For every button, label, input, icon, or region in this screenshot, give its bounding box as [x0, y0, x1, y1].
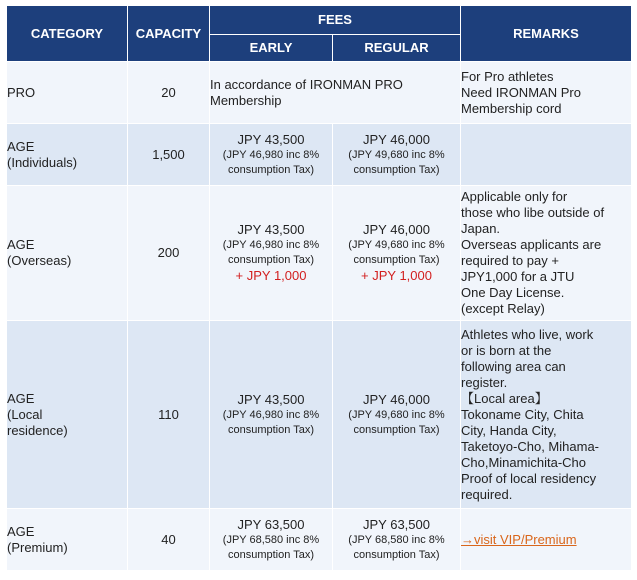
remarks-line: Japan.: [461, 221, 501, 236]
remarks-line: required.: [461, 486, 513, 502]
fee-amount: JPY 63,500: [363, 516, 430, 532]
fee-tax-note: consumption Tax): [353, 548, 440, 561]
fee-tax-note: consumption Tax): [227, 163, 314, 176]
fee-tax-note: (JPY 49,680 inc 8%: [348, 239, 445, 251]
header-early: EARLY: [210, 35, 333, 62]
fee-overseas-surcharge: + JPY 1,000: [361, 268, 432, 283]
remarks-line: following area can: [461, 358, 566, 374]
table-row-age-individuals: [7, 124, 632, 186]
fee-tax-note: (JPY 68,580 inc 8%: [222, 533, 320, 546]
fee-amount: JPY 43,500: [237, 391, 305, 407]
category-cell: [7, 186, 128, 321]
fee-regular-cell: [333, 124, 461, 186]
category-cell: [7, 62, 128, 124]
header-fees: FEES: [210, 6, 461, 35]
fee-regular-cell: [333, 509, 461, 571]
remarks-line: required to pay +: [461, 253, 559, 268]
table-row-age-local-residence: [7, 321, 632, 509]
remarks-line: City, Handa City,: [461, 422, 557, 438]
category-sublabel: (Overseas): [7, 253, 72, 268]
remarks-cell: [461, 321, 632, 509]
category-sublabel: residence): [7, 422, 68, 438]
remarks-line: those who libe outside of: [461, 205, 605, 220]
remarks-line: One Day License.: [461, 285, 565, 300]
table-row-pro: [7, 62, 632, 124]
remarks-line: Tokoname City, Chita: [461, 406, 584, 422]
header-category: CATEGORY: [7, 6, 128, 62]
fee-tax-note: (JPY 49,680 inc 8%: [348, 148, 445, 161]
fee-amount: JPY 43,500: [237, 131, 305, 147]
category-cell: [7, 321, 128, 509]
header-capacity: CAPACITY: [128, 6, 210, 62]
fee-tax-note: consumption Tax): [227, 254, 314, 266]
fee-regular-cell: [333, 186, 461, 321]
remarks-line: For Pro athletes: [461, 68, 554, 84]
remarks-line: Proof of local residency: [461, 470, 597, 486]
fee-tax-note: consumption Tax): [353, 163, 440, 176]
remarks-line: JPY1,000 for a JTU: [461, 269, 575, 284]
fee-merged-line: Membership: [210, 92, 282, 108]
category-sublabel: (Local: [7, 406, 43, 422]
fee-regular-cell: [333, 321, 461, 509]
fee-amount: JPY 46,000: [363, 391, 430, 407]
fee-early-cell: [210, 509, 333, 571]
remarks-cell: [461, 124, 632, 186]
category-sublabel: (Premium): [7, 539, 68, 555]
remarks-line: Applicable only for: [461, 189, 568, 204]
remarks-line: Athletes who live, work: [461, 326, 594, 342]
fee-tax-note: consumption Tax): [227, 423, 314, 436]
capacity-cell: 20: [128, 62, 210, 124]
remarks-line: register.: [461, 374, 508, 390]
category-label: AGE: [7, 237, 35, 252]
header-regular: REGULAR: [333, 35, 461, 62]
remarks-line: (except Relay): [461, 301, 545, 316]
fee-merged-cell: [210, 62, 461, 124]
remarks-line: 【Local area】: [461, 390, 548, 406]
remarks-line: Cho,Minamichita-Cho: [461, 454, 586, 470]
fee-tax-note: (JPY 46,980 inc 8%: [222, 408, 320, 421]
table-row-age-premium: [7, 509, 632, 571]
fee-tax-note: consumption Tax): [353, 254, 440, 266]
entry-fees-table: [6, 5, 632, 571]
table-row-age-overseas: [7, 186, 632, 321]
fee-amount: JPY 43,500: [237, 222, 305, 237]
fee-early-cell: [210, 124, 333, 186]
table-header: [7, 6, 632, 62]
header-remarks: REMARKS: [461, 6, 632, 62]
capacity-cell: 200: [128, 186, 210, 321]
remarks-cell: [461, 509, 632, 571]
category-label: AGE: [7, 390, 35, 406]
fee-tax-note: (JPY 46,980 inc 8%: [222, 239, 320, 251]
fee-tax-note: consumption Tax): [353, 423, 440, 436]
fee-tax-note: (JPY 49,680 inc 8%: [348, 408, 445, 421]
fee-early-cell: [210, 186, 333, 321]
fee-merged-line: In accordance of IRONMAN PRO: [210, 76, 403, 92]
remarks-line: Membership cord: [461, 100, 562, 116]
remarks-line: or is born at the: [461, 342, 552, 358]
capacity-cell: 110: [128, 321, 210, 509]
category-cell: [7, 509, 128, 571]
remarks-line: Overseas applicants are: [461, 237, 602, 252]
fee-early-cell: [210, 321, 333, 509]
category-cell: [7, 124, 128, 186]
visit-vip-premium-link[interactable]: →visit VIP/Premium: [461, 531, 577, 547]
fee-tax-note: (JPY 46,980 inc 8%: [222, 148, 320, 161]
remarks-cell: [461, 186, 632, 321]
category-label: AGE: [7, 523, 35, 539]
category-label: PRO: [7, 84, 36, 100]
fee-amount: JPY 46,000: [363, 131, 430, 147]
category-sublabel: (Individuals): [7, 154, 78, 170]
remarks-cell: [461, 62, 632, 124]
remarks-line: Need IRONMAN Pro: [461, 84, 581, 100]
fee-amount: JPY 46,000: [363, 222, 430, 237]
fee-tax-note: (JPY 68,580 inc 8%: [348, 533, 445, 546]
capacity-cell: 40: [128, 509, 210, 571]
fee-amount: JPY 63,500: [237, 516, 305, 532]
category-label: AGE: [7, 138, 35, 154]
fee-tax-note: consumption Tax): [227, 548, 314, 561]
fee-overseas-surcharge: + JPY 1,000: [235, 268, 307, 283]
capacity-cell: 1,500: [128, 124, 210, 186]
remarks-line: Taketoyo-Cho, Mihama-: [461, 438, 599, 454]
